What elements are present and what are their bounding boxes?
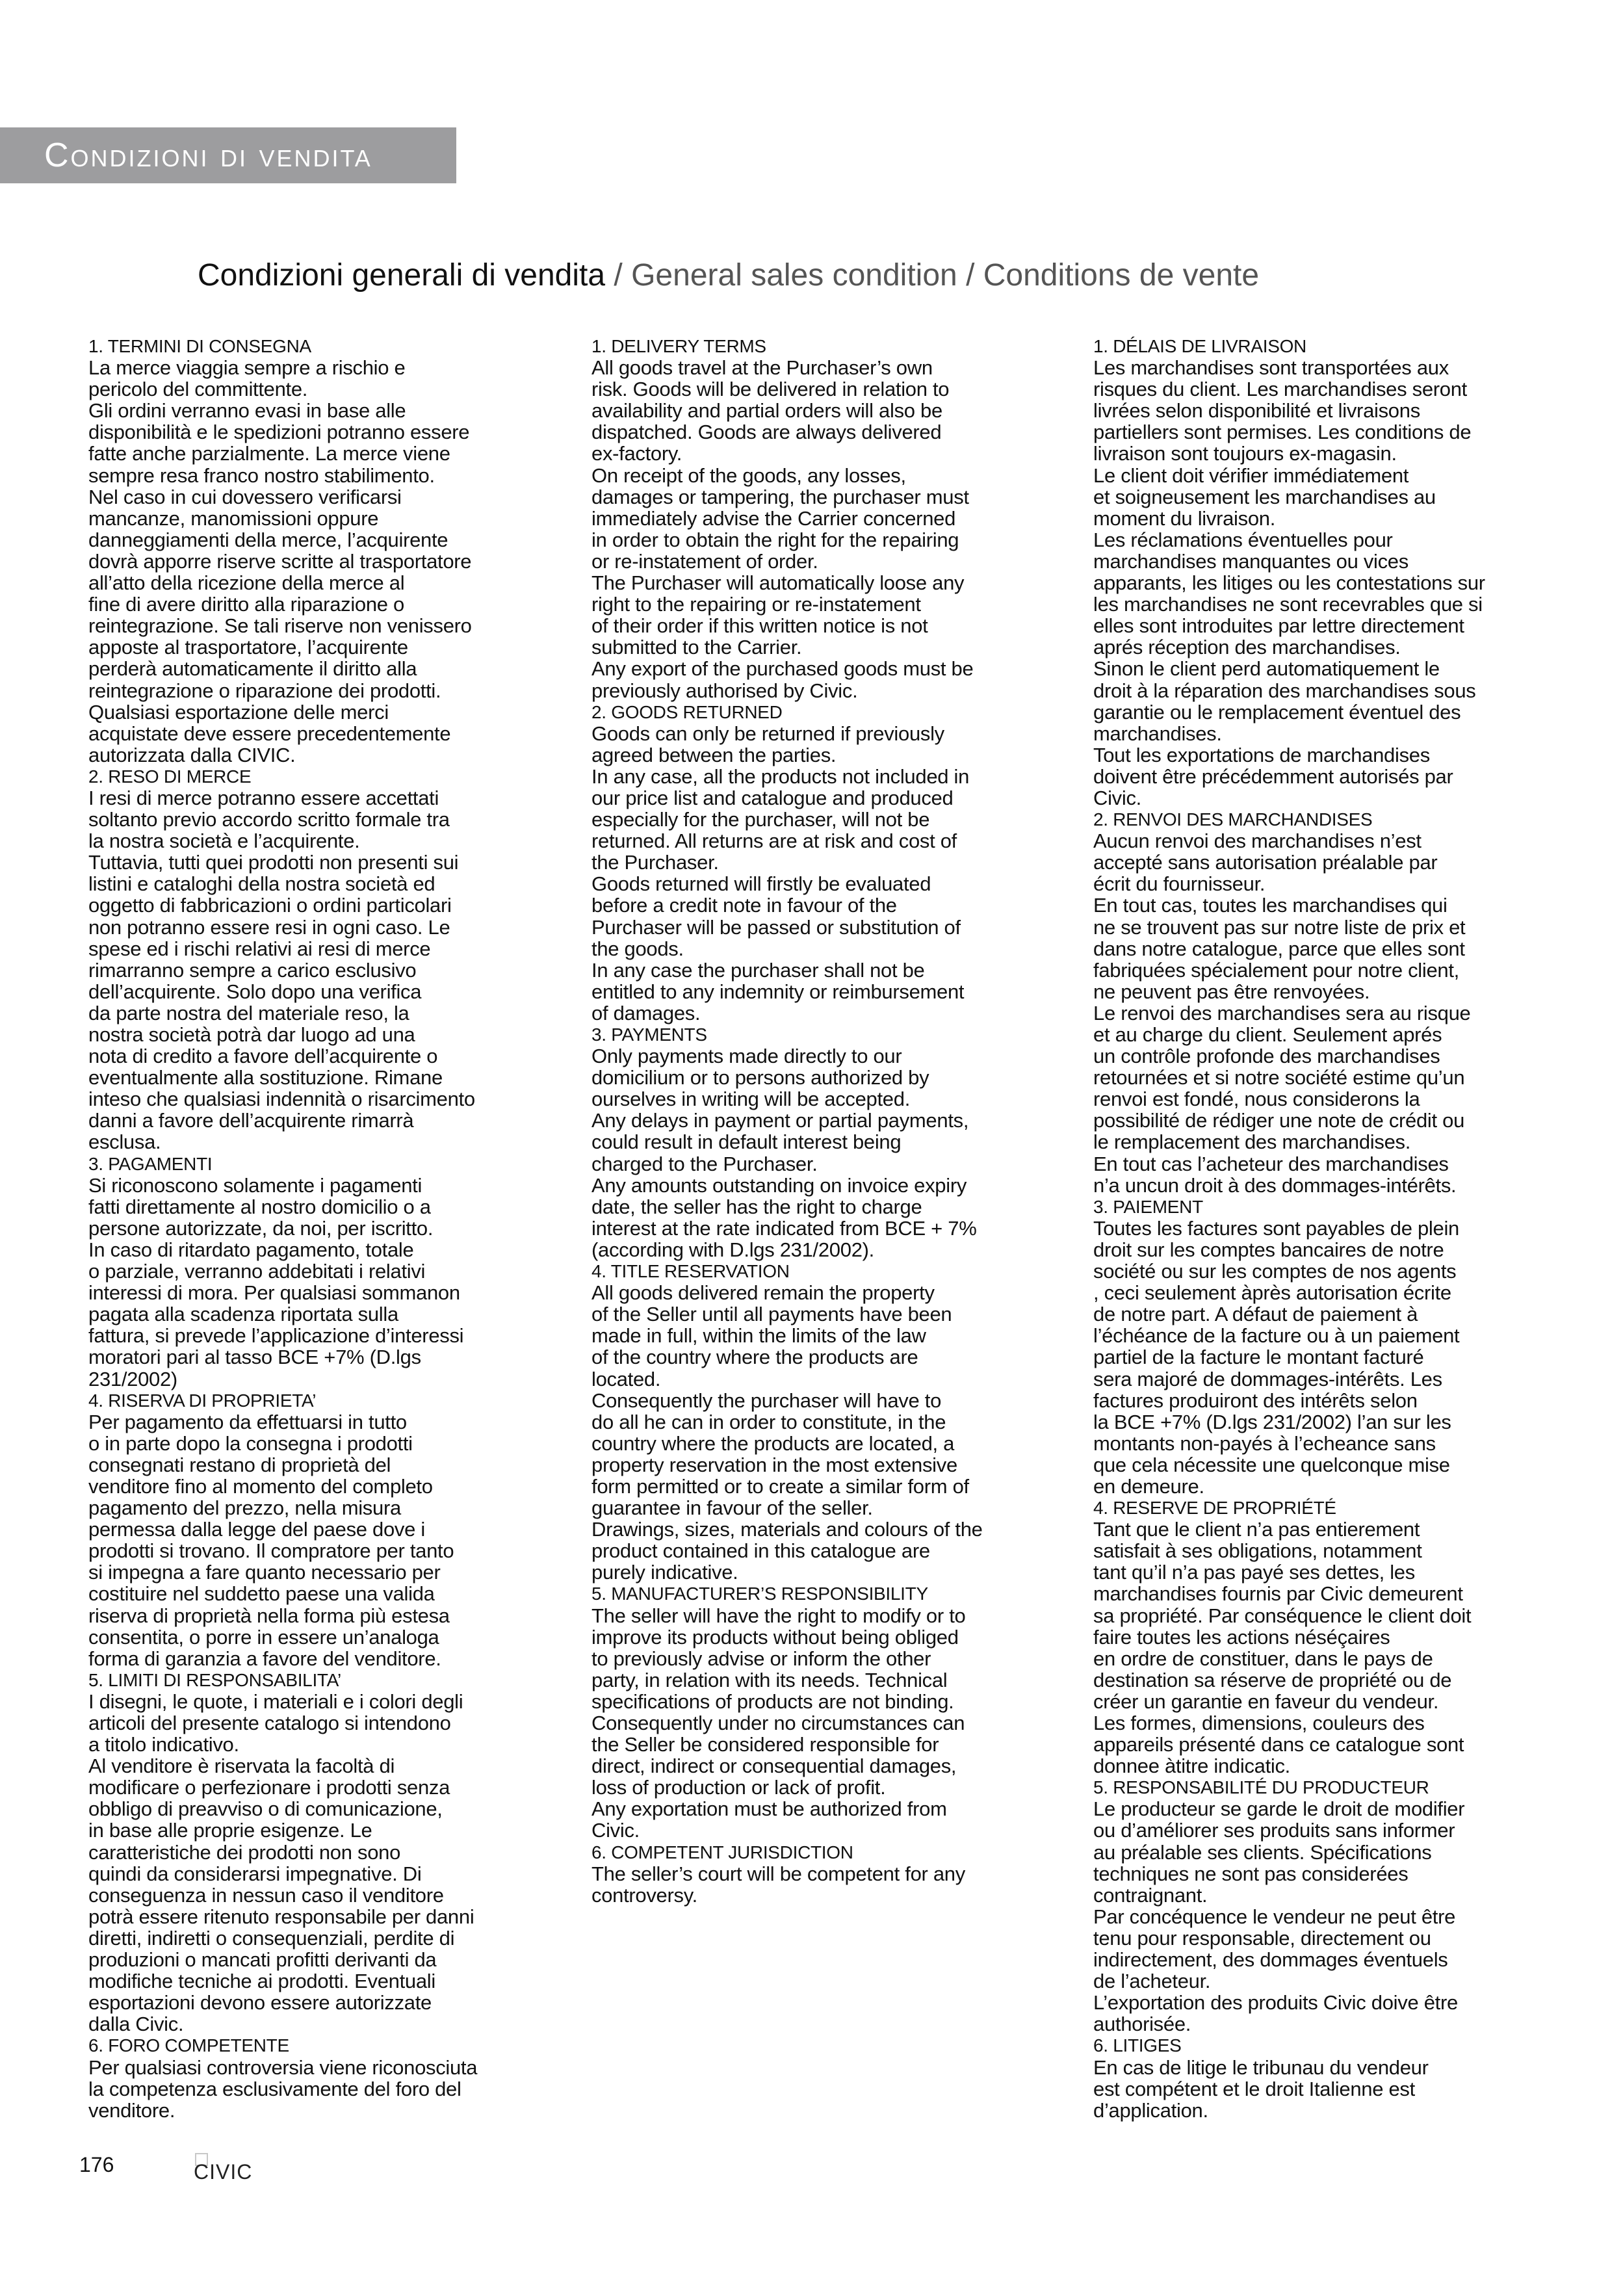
section-heading: 1. DÉLAIS DE LIVRAISON (1093, 336, 1306, 356)
section-heading: 5. MANUFACTURER’S RESPONSIBILITY (591, 1584, 928, 1604)
section-body: Aucun renvoi des marchandises n’est accepté sans autorisation préalable par écrit du fournisseur. En tout cas, toutes les marchandises qui ne se trouvent pas sur notre liste de prix et dans notre catalogue, parce que elles sont fabriquées spécialement pour notre client, ne peuvent pas être renvoyées. Le renvoi des marchandises sera au risque et au charge du client. Seulement aprés un contrôle profonde des marchandises retournées et si notre société estime qu’un renvoi est fondé, nous considerons la possibilité de rédiger une note de crédit ou le remplacement des marchandises. En tout cas l’acheteur des marchandises n’a uncun droit à des dommages-intérêts. (1093, 829, 1471, 1197)
section-heading: 2. RENVOI DES MARCHANDISES (1093, 809, 1373, 830)
section-body: Si riconoscono solamente i pagamenti fatti direttamente al nostro domicilio o a persone autorizzate, da noi, per iscritto. In caso di ritardato pagamento, totale o parziale, verranno addebitati i relativi interessi di mora. Per qualsiasi sommanon pagata alla scadenza riportata sulla fattura, si prevede l’applicazione d’interessi moratori pari al tasso BCE +7% (D.lgs 231/2002) (88, 1173, 464, 1390)
section-heading: 3. PAGAMENTI (88, 1153, 213, 1174)
section-body: The seller will have the right to modify or to improve its products without being obliged to previously advise or inform the other party, in relation with its needs. Technical specifications of products are not binding. Consequently under no circumstances can the Seller be considered responsible for direct, indirect or consequential damages, loss of production or lack of profit. Any exportation must be authorized from Civic. (591, 1604, 966, 1842)
column-italian (88, 335, 568, 2121)
title-english: General sales condition (631, 258, 957, 293)
section-body: Per pagamento da effettuarsi in tutto o in parte dopo la consegna i prodotti consegnati restano di proprietà del venditore fino al momento del completo pagamento del prezzo, nella misura permessa dalla legge del paese dove i prodotti si trovano. Il compratore per tanto si impegna a fare quanto necessario per costituire nel suddetto paese una valida riserva di proprietà nella forma più estesa consentita, o porre in essere un’analoga forma di garanzia a favore del venditore. (88, 1410, 454, 1670)
section-heading: 4. RISERVA DI PROPRIETA’ (88, 1390, 317, 1411)
section-heading: 4. RESERVE DE PROPRIÉTÉ (1093, 1498, 1336, 1519)
section-heading: 3. PAYMENTS (591, 1024, 707, 1045)
section-body: Goods can only be returned if previously agreed between the parties. In any case, all the products not included in our price list and catalogue and produced especially for the purchaser, will not be returned. All returns are at risk and cost of the Purchaser. Goods returned will firstly be evaluated before a credit note in favour of the Purchaser will be passed or substitution of the goods. In any case the purchaser shall not be entitled to any indemnity or reimbursement of damages. (591, 722, 970, 1024)
title-separator: / (957, 258, 983, 293)
section-body: Per qualsiasi controversia viene riconosciuta la competenza esclusivamente del foro del venditore. (88, 2055, 478, 2122)
section-heading: 1. DELIVERY TERMS (591, 336, 766, 356)
column-english (591, 335, 1074, 1906)
section-banner: Condizioni di vendita (0, 127, 456, 183)
section-heading: 2. GOODS RETURNED (591, 701, 783, 722)
page-number: 176 (79, 2153, 114, 2176)
title-italian: Condizioni generali di vendita (198, 258, 606, 293)
brand-logo (194, 2153, 252, 2183)
section-heading: 6. FORO COMPETENTE (88, 2035, 289, 2056)
section-body: Le producteur se garde le droit de modifier ou d’améliorer ses produits sans informer au préalable ses clients. Spécifications techniques ne sont pas considerées contraignant. Par concéquence le vendeur ne peut être tenu pour responsable, directement ou indirectement, des dommages éventuels de l’acheteur. L’exportation des produits Civic doive être authorisée. (1093, 1797, 1465, 2036)
section-body: I disegni, le quote, i materiali e i colori degli articoli del presente catalogo si intendono a titolo indicativo. Al venditore è riservata la facoltà di modificare o perfezionare i prodotti senza obbligo di preavviso o di comunicazione, in base alle proprie esigenze. Le caratteristiche dei prodotti non sono quindi da considerarsi impegnative. Di conseguenza in nessun caso il venditore potrà essere ritenuto responsabile per danni diretti, indiretti o consequenziali, perdite di produzioni o mancati profitti derivanti da modifiche tecniche ai prodotti. Eventuali esportazioni devono essere autorizzate dalla Civic. (88, 1689, 474, 2036)
section-body: All goods delivered remain the property of the Seller until all payments have been made in full, within the limits of the law of the country where the products are located. Consequently the purchaser will have to do all he can in order to constitute, in the country where the products are located, a property reservation in the most extensive form permitted or to create a similar form of guarantee in favour of the seller. Drawings, sizes, materials and colours of the product contained in this catalogue are purely indicative. (591, 1281, 983, 1584)
section-heading: 6. COMPETENT JURISDICTION (591, 1842, 853, 1862)
section-body: I resi di merce potranno essere accettati soltanto previo accordo scritto formale tra la nostra società e l’acquirente. Tuttavia, tutti quei prodotti non presenti sui listini e cataloghi della nostra società ed oggetto di fabbricazioni o ordini particolari non potranno essere resi in ogni caso. Le spese ed i rischi relativi ai resi di merce rimarranno sempre a carico esclusivo dell’acquirente. Solo dopo una verifica da parte nostra del materiale reso, la nostra società potrà dar luogo ad una nota di credito a favore dell’acquirente o eventualmente alla sostituzione. Rimane inteso che qualsiasi indennità o risarcimento danni a favore dell’acquirente rimarrà esclusa. (88, 786, 475, 1154)
section-body: All goods travel at the Purchaser’s own risk. Goods will be delivered in relation to availability and partial orders will also be dispatched. Goods are always delivered ex-factory. On receipt of the goods, any losses, damages or tampering, the purchaser must immediately advise the Carrier concerned in order to obtain the right for the repairing or re-instatement of order. The Purchaser will automatically loose any right to the repairing or re-instatement of their order if this written notice is not submitted to the Carrier. Any export of the purchased goods must be previously authorised by Civic. (591, 356, 974, 702)
title-separator: / (605, 258, 632, 293)
title-french: Conditions de vente (983, 258, 1260, 293)
page-title (198, 255, 1259, 296)
section-body: En cas de litige le tribunau du vendeur est compétent et le droit Italienne est d’application. (1093, 2055, 1429, 2122)
section-body: Les marchandises sont transportées aux risques du client. Les marchandises seront livrées selon disponibilité et livraisons partiellers sont permises. Les conditions de livraison sont toujours ex-magasin. Le client doit vérifier immédiatement et soigneusement les marchandises au moment du livraison. Les réclamations éventuelles pour marchandises manquantes ou vices apparants, les litiges ou les contestations sur les marchandises ne sont recevrables que si elles sont introduites par lettre directement aprés réception des marchandises. Sinon le client perd automatiquement le droit à la réparation des marchandises sous garantie ou le remplacement éventuel des marchandises. Tout les exportations de marchandises doivent être précédemment autorisés par Civic. (1093, 356, 1485, 809)
section-body: Toutes les factures sont payables de plein droit sur les comptes bancaires de notre société ou sur les comptes de nos agents , ceci seulement àprès autorisation écrite de notre part. A défaut de paiement à l’échéance de la facture ou à un paiement partiel de la facture le montant facturé sera majoré de dommages-intérêts. Les factures produiront des intérêts selon la BCE +7% (D.lgs 231/2002) l’an sur les montants non-payés à l’echeance sans que cela nécessite une quelconque mise en demeure. (1093, 1216, 1460, 1498)
brand-wordmark: CIVIC (194, 2160, 253, 2184)
section-heading: 5. RESPONSABILITÉ DU PRODUCTEUR (1093, 1777, 1429, 1798)
section-heading: 1. TERMINI DI CONSEGNA (88, 336, 311, 356)
section-heading: 2. RESO DI MERCE (88, 766, 252, 787)
column-french (1093, 335, 1577, 2121)
section-body: La merce viaggia sempre a rischio e pericolo del committente. Gli ordini verranno evasi in base alle disponibilità e le spedizioni potranno essere fatte anche parzialmente. La merce viene sempre resa franco nostro stabilimento. Nel caso in cui dovessero verificarsi mancanze, manomissioni oppure danneggiamenti della merce, l’acquirente dovrà apporre riserve scritte al trasportatore all’atto della ricezione della merce al fine di avere diritto alla riparazione o reintegrazione. Se tali riserve non venissero apposte al trasportatore, l’acquirente perderà automaticamente il diritto alla reintegrazione o riparazione dei prodotti. Qualsiasi esportazione delle merci acquistate deve essere precedentemente autorizzata dalla CIVIC. (88, 356, 472, 766)
section-heading: 6. LITIGES (1093, 2035, 1182, 2056)
section-heading: 5. LIMITI DI RESPONSABILITA’ (88, 1669, 341, 1690)
section-heading: 3. PAIEMENT (1093, 1196, 1203, 1217)
section-heading: 4. TITLE RESERVATION (591, 1261, 790, 1282)
section-body: Only payments made directly to our domicilium or to persons authorized by ourselves in writing will be accepted. Any delays in payment or partial payments, could result in default interest being charged to the Purchaser. Any amounts outstanding on invoice expiry date, the seller has the right to charge interest at the rate indicated from BCE + 7% (according with D.lgs 231/2002). (591, 1045, 977, 1261)
section-body: Tant que le client n’a pas entierement satisfait à ses obligations, notamment tant qu’il n’a pas payé ses dettes, les marchandises fournis par Civic demeurent sa propriété. Par conséquence le client doit faire toutes les actions néséçaires en ordre de constituer, dans le pays de destination sa réserve de propriété ou de créer un garantie en faveur du vendeur. Les formes, dimensions, couleurs des appareils présenté dans ce catalogue sont donnee àtitre indicatic. (1093, 1518, 1472, 1778)
section-body: The seller’s court will be competent for any controversy. (591, 1862, 965, 1907)
